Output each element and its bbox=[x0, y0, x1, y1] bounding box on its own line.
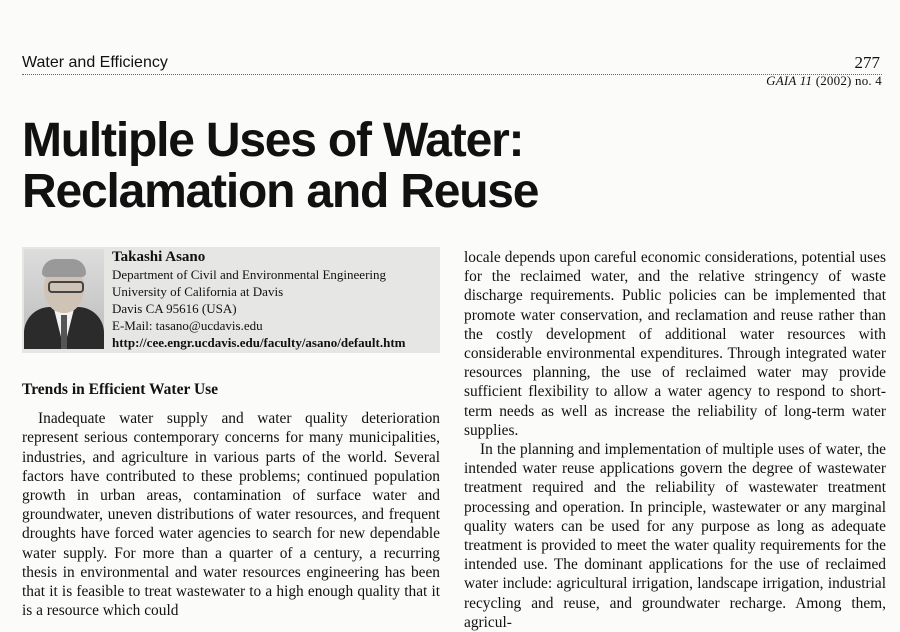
article-title bbox=[22, 115, 538, 217]
author-box bbox=[22, 247, 440, 353]
author-university: University of California at Davis bbox=[112, 284, 284, 299]
author-email[interactable]: E-Mail: tasano@ucdavis.edu bbox=[112, 318, 263, 333]
author-info bbox=[112, 248, 405, 351]
author-address: Davis CA 95616 (USA) bbox=[112, 301, 237, 316]
author-name: Takashi Asano bbox=[112, 249, 206, 265]
journal-citation bbox=[766, 73, 882, 89]
journal-name: GAIA 11 bbox=[766, 73, 813, 88]
page-number: 277 bbox=[854, 53, 880, 72]
author-department: Department of Civil and Environmental Engineering bbox=[112, 267, 387, 282]
title-line-1: Multiple Uses of Water: bbox=[22, 114, 524, 167]
section-heading: Trends in Efficient Water Use bbox=[22, 381, 219, 398]
author-photo bbox=[24, 249, 104, 349]
body-paragraph: In the planning and implementation of multiple uses of water, the intended water reuse applications govern the degree of wastewater treatment required and the reliability of wastewater treatment processing and operation. In principle, wastewater or any marginal quality waters can be used for any purpose as long as adequate treatment is provided to meet the water quality requirements for the intended use. The dominant applications for the use of reclaimed water include: agricultural irrigation, landscape irrigation, industrial recycling and reuse, and groundwater recharge. Among them, agricul- bbox=[464, 441, 886, 631]
title-line-2: Reclamation and Reuse bbox=[22, 165, 539, 218]
journal-issue: (2002) no. 4 bbox=[815, 73, 882, 88]
left-column bbox=[22, 380, 440, 620]
body-paragraph: locale depends upon careful economic considerations, potential uses for the reclaimed water, and the relative stringency of waste discharge requirements. Public policies can be implemented that promote water conservation, and reclamation and reuse rather than the costly development of additional water resources with considerable environmental expenditures. Through integrated water resources planning, the use of reclaimed water may provide sufficient flexibility to allow a water agency to respond to short-term needs as well as increase the reliability of long-term water supplies. bbox=[464, 249, 886, 439]
right-column bbox=[464, 248, 886, 632]
running-head bbox=[22, 52, 882, 75]
body-paragraph: Inadequate water supply and water quality deterioration represent serious contemporary concerns for many municipalities, industries, and agriculture in various parts of the world. Several factors have contributed to these problems; continued population growth in urban areas, contamination of surface water and groundwater, uneven distributions of water resources, and frequent droughts have forced water agencies to search for new dependable water supply. For more than a quarter of a century, a recurring thesis in environmental and water resources engineering has been that it is feasible to treat wastewater to a high enough quality that it is a resource which could bbox=[22, 410, 440, 620]
section-label: Water and Efficiency bbox=[22, 54, 168, 71]
author-url[interactable]: http://cee.engr.ucdavis.edu/faculty/asano/default.htm bbox=[112, 335, 406, 350]
